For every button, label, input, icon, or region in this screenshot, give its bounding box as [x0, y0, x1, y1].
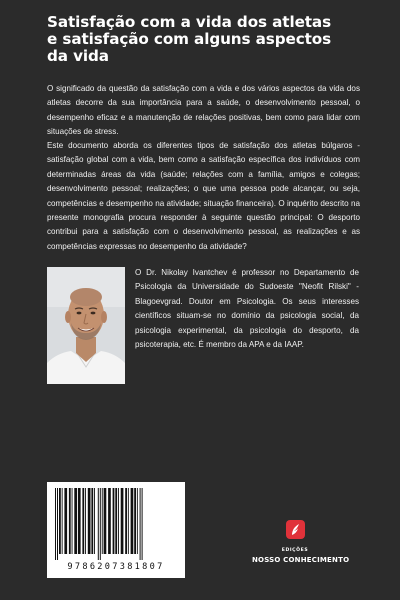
barcode-bar [82, 488, 84, 554]
barcode-bar [102, 488, 103, 554]
barcode-bar [100, 488, 101, 560]
isbn-barcode [47, 482, 185, 578]
barcode-bar [64, 488, 67, 554]
description-paragraph-2: Este documento aborda os diferentes tipos de satisfação dos atletas búlgaros - satisfação global com a vida, bem como a satisfação específica dos indivíduos com determinadas áreas da vida (saúde; relações com a família, amigos e colegas; desenvolvimento pessoal; realizações; o que uma pessoa pode alcançar, ou seja, competências e desempenho na atividade; situação financeira). O inquérito descrito na presente monografia procura responder à seguinte questão principal: O desporto contribui para a satisfação com o desenvolvimento pessoal, as realizações e as competências expressas no desempenho da atividade? [47, 141, 360, 251]
barcode-bar [131, 488, 134, 554]
barcode-bar [113, 488, 115, 554]
barcode-bar [98, 488, 99, 560]
barcode-bar [85, 488, 86, 554]
barcode-bar [142, 488, 143, 560]
description-paragraph-1: O significado da questão da satisfação com a vida e dos vários aspectos da vida dos atletas decorre da sua importância para a saúde, o desenvolvimento pessoal, o desempenho eficaz e a manutenção de relações positivas, bem como para lidar com situações de stress. [47, 84, 360, 137]
barcode-bar [140, 488, 141, 560]
barcode-bar [104, 488, 107, 554]
barcode-bar [55, 488, 56, 560]
barcode-bars [47, 482, 185, 562]
author-portrait-image [47, 267, 125, 384]
barcode-bar [74, 488, 77, 554]
barcode-bar [115, 488, 117, 554]
barcode-bar [125, 488, 127, 554]
barcode-bar [118, 488, 119, 554]
barcode-bar [94, 488, 95, 554]
barcode-bar [108, 488, 111, 554]
barcode-bar [88, 488, 91, 554]
barcode-bar [137, 488, 138, 554]
barcode-bar [69, 488, 71, 554]
barcode-bar [78, 488, 81, 554]
isbn-number: 9786207381807 [67, 562, 165, 572]
publisher-logo-block [252, 520, 350, 570]
publisher-name: NOSSO CONHECIMENTO [252, 556, 350, 564]
book-title: Satisfação com a vida dos atletas e satisfação com alguns aspectos da vida [47, 13, 332, 65]
author-bio: O Dr. Nikolay Ivantchev é professor no Departamento de Psicologia da Universidade do Sudoeste "Neofit Rilski" - Blagoevgrad. Doutor em Psicologia. Os seus interesses científicos situam-se no domínio da psicologia social, da psicologia experimental, da psicologia do desporto, da psicoterapia, etc. É membro da APA e da IAAP. [135, 268, 359, 350]
barcode-bar [57, 488, 58, 560]
barcode-bar [59, 488, 61, 554]
barcode-bar [72, 488, 73, 554]
barcode-bar [62, 488, 63, 554]
barcode-bar [128, 488, 129, 554]
barcode-bar [91, 488, 93, 554]
publisher-logo-icon [286, 520, 305, 539]
barcode-bar [134, 488, 136, 554]
author-photo [47, 267, 125, 384]
publisher-line-1: EDIÇÕES [281, 548, 309, 553]
barcode-bar [121, 488, 124, 554]
